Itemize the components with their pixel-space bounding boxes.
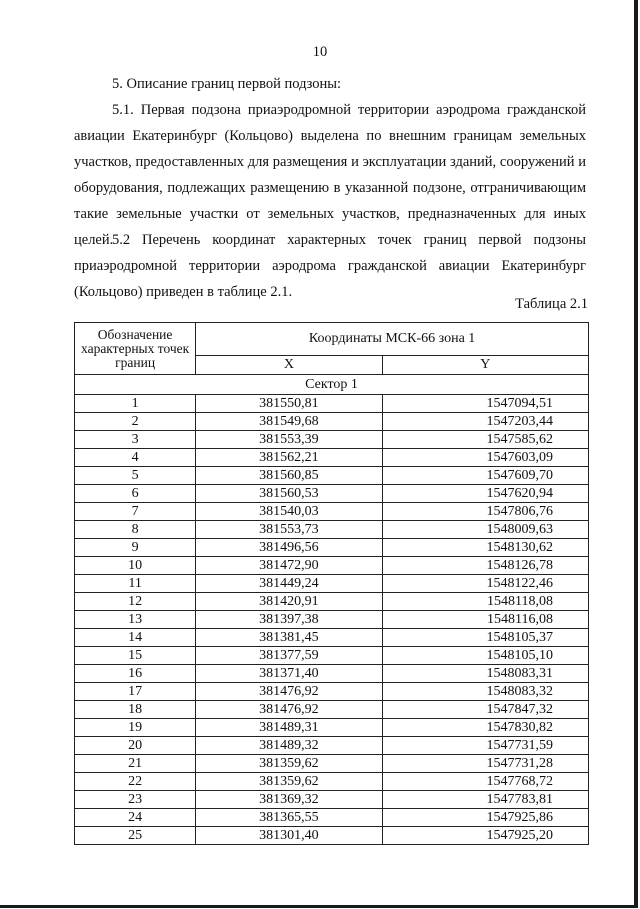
y-coordinate-cell: 1547783,81 xyxy=(382,791,588,809)
point-number-cell: 15 xyxy=(75,647,196,665)
table-row xyxy=(75,809,589,827)
x-coordinate-cell: 381540,03 xyxy=(196,503,382,521)
table-row xyxy=(75,413,589,431)
y-coordinate-cell: 1547609,70 xyxy=(382,467,588,485)
x-coordinate-cell: 381553,73 xyxy=(196,521,382,539)
x-coordinate-cell: 381476,92 xyxy=(196,701,382,719)
point-number-cell: 10 xyxy=(75,557,196,575)
y-coordinate-cell: 1547731,28 xyxy=(382,755,588,773)
point-number-cell: 17 xyxy=(75,683,196,701)
table-row xyxy=(75,647,589,665)
table-caption: Таблица 2.1 xyxy=(515,296,588,312)
x-coordinate-cell: 381562,21 xyxy=(196,449,382,467)
header-x: X xyxy=(196,356,382,375)
page-number: 10 xyxy=(312,44,328,60)
y-coordinate-cell: 1547847,32 xyxy=(382,701,588,719)
x-coordinate-cell: 381560,85 xyxy=(196,467,382,485)
table-row xyxy=(75,557,589,575)
point-number-cell: 8 xyxy=(75,521,196,539)
y-coordinate-cell: 1547094,51 xyxy=(382,395,588,413)
y-coordinate-cell: 1547603,09 xyxy=(382,449,588,467)
table-row xyxy=(75,719,589,737)
table-row xyxy=(75,521,589,539)
y-coordinate-cell: 1548116,08 xyxy=(382,611,588,629)
table-row xyxy=(75,791,589,809)
x-coordinate-cell: 381449,24 xyxy=(196,575,382,593)
x-coordinate-cell: 381365,55 xyxy=(196,809,382,827)
section-heading: 5. Описание границ первой подзоны: xyxy=(112,76,342,92)
x-coordinate-cell: 381301,40 xyxy=(196,827,382,845)
point-number-cell: 5 xyxy=(75,467,196,485)
point-number-cell: 24 xyxy=(75,809,196,827)
y-coordinate-cell: 1548105,37 xyxy=(382,629,588,647)
x-coordinate-cell: 381553,39 xyxy=(196,431,382,449)
point-number-cell: 13 xyxy=(75,611,196,629)
y-coordinate-cell: 1547768,72 xyxy=(382,773,588,791)
x-coordinate-cell: 381472,90 xyxy=(196,557,382,575)
sector-label: Сектор 1 xyxy=(75,375,589,395)
point-number-cell: 18 xyxy=(75,701,196,719)
point-number-cell: 22 xyxy=(75,773,196,791)
y-coordinate-cell: 1547620,94 xyxy=(382,485,588,503)
point-number-cell: 3 xyxy=(75,431,196,449)
y-coordinate-cell: 1547830,82 xyxy=(382,719,588,737)
point-number-cell: 25 xyxy=(75,827,196,845)
x-coordinate-cell: 381359,62 xyxy=(196,773,382,791)
table-row xyxy=(75,539,589,557)
table-row xyxy=(75,773,589,791)
table-row xyxy=(75,611,589,629)
y-coordinate-cell: 1547925,20 xyxy=(382,827,588,845)
header-point-designation: Обозначение характерных точек границ xyxy=(75,323,196,375)
point-number-cell: 9 xyxy=(75,539,196,557)
coordinates-table xyxy=(74,322,589,845)
table-row xyxy=(75,629,589,647)
x-coordinate-cell: 381397,38 xyxy=(196,611,382,629)
point-number-cell: 21 xyxy=(75,755,196,773)
table-row xyxy=(75,503,589,521)
x-coordinate-cell: 381476,92 xyxy=(196,683,382,701)
point-number-cell: 20 xyxy=(75,737,196,755)
table-row xyxy=(75,755,589,773)
table-row xyxy=(75,467,589,485)
y-coordinate-cell: 1547806,76 xyxy=(382,503,588,521)
point-number-cell: 23 xyxy=(75,791,196,809)
y-coordinate-cell: 1547731,59 xyxy=(382,737,588,755)
x-coordinate-cell: 381377,59 xyxy=(196,647,382,665)
y-coordinate-cell: 1548009,63 xyxy=(382,521,588,539)
point-number-cell: 14 xyxy=(75,629,196,647)
x-coordinate-cell: 381489,31 xyxy=(196,719,382,737)
x-coordinate-cell: 381371,40 xyxy=(196,665,382,683)
table-row xyxy=(75,575,589,593)
x-coordinate-cell: 381489,32 xyxy=(196,737,382,755)
table-row xyxy=(75,395,589,413)
point-number-cell: 7 xyxy=(75,503,196,521)
y-coordinate-cell: 1547203,44 xyxy=(382,413,588,431)
table-row xyxy=(75,665,589,683)
table-row xyxy=(75,683,589,701)
table-row xyxy=(75,431,589,449)
table-body xyxy=(75,375,589,845)
x-coordinate-cell: 381420,91 xyxy=(196,593,382,611)
table-row xyxy=(75,737,589,755)
header-coordinate-system: Координаты МСК-66 зона 1 xyxy=(196,323,589,356)
y-coordinate-cell: 1548122,46 xyxy=(382,575,588,593)
table-row xyxy=(75,827,589,845)
y-coordinate-cell: 1547585,62 xyxy=(382,431,588,449)
point-number-cell: 19 xyxy=(75,719,196,737)
paragraph-5-1: 5.1. Первая подзона приаэродромной территории аэродрома гражданской авиации Екатеринбург (Кольцово) выделена по внешним границам земельных участков, предоставленных для размещения и эксплуатации зданий, сооружений и оборудования, подлежащих размещению в указанной подзоне, отграничивающим такие земельные участки от земельных участков, предназначенных для иных целей. xyxy=(74,102,586,248)
point-number-cell: 16 xyxy=(75,665,196,683)
x-coordinate-cell: 381359,62 xyxy=(196,755,382,773)
x-coordinate-cell: 381549,68 xyxy=(196,413,382,431)
x-coordinate-cell: 381560,53 xyxy=(196,485,382,503)
y-coordinate-cell: 1547925,86 xyxy=(382,809,588,827)
header-y: Y xyxy=(382,356,588,375)
y-coordinate-cell: 1548083,32 xyxy=(382,683,588,701)
table-row xyxy=(75,449,589,467)
table-row xyxy=(75,593,589,611)
sector-row xyxy=(75,375,589,395)
x-coordinate-cell: 381550,81 xyxy=(196,395,382,413)
point-number-cell: 6 xyxy=(75,485,196,503)
x-coordinate-cell: 381381,45 xyxy=(196,629,382,647)
table-row xyxy=(75,485,589,503)
point-number-cell: 1 xyxy=(75,395,196,413)
point-number-cell: 2 xyxy=(75,413,196,431)
paragraph-5-2: 5.2 Перечень координат характерных точек границ первой подзоны приаэродромной территории аэродрома гражданской авиации Екатеринбург (Кольцово) приведен в таблице 2.1. xyxy=(74,232,586,300)
y-coordinate-cell: 1548126,78 xyxy=(382,557,588,575)
y-coordinate-cell: 1548118,08 xyxy=(382,593,588,611)
x-coordinate-cell: 381496,56 xyxy=(196,539,382,557)
x-coordinate-cell: 381369,32 xyxy=(196,791,382,809)
table-row xyxy=(75,701,589,719)
point-number-cell: 4 xyxy=(75,449,196,467)
y-coordinate-cell: 1548105,10 xyxy=(382,647,588,665)
y-coordinate-cell: 1548130,62 xyxy=(382,539,588,557)
point-number-cell: 11 xyxy=(75,575,196,593)
point-number-cell: 12 xyxy=(75,593,196,611)
y-coordinate-cell: 1548083,31 xyxy=(382,665,588,683)
